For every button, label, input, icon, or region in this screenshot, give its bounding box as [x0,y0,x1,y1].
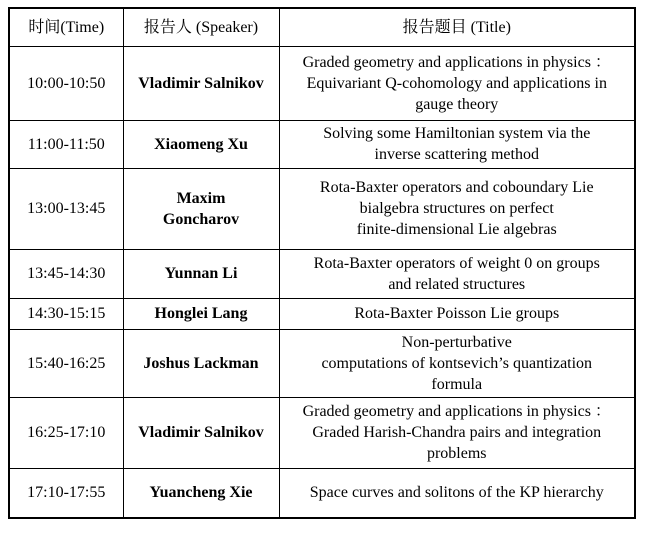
table-row [9,120,635,168]
speaker-cell: Honglei Lang [123,298,279,329]
time-cell: 15:40-16:25 [9,329,123,397]
header-row [9,8,635,46]
table-row [9,329,635,397]
time-cell: 11:00-11:50 [9,120,123,168]
title-cell: Rota-Baxter operators of weight 0 on groups and related structures [279,249,635,298]
title-cell: Non-perturbative computations of kontsevich’s quantization formula [279,329,635,397]
time-cell: 16:25-17:10 [9,397,123,468]
speaker-cell: Xiaomeng Xu [123,120,279,168]
time-cell: 17:10-17:55 [9,468,123,518]
title-cell: Rota-Baxter operators and coboundary Lie bialgebra structures on perfect finite-dimensional Lie algebras [279,168,635,249]
table-row [9,46,635,120]
title-cell: Solving some Hamiltonian system via the inverse scattering method [279,120,635,168]
table-row [9,397,635,468]
speaker-cell: Maxim Goncharov [123,168,279,249]
speaker-cell: Vladimir Salnikov [123,46,279,120]
title-cell: Graded geometry and applications in physics ： Equivariant Q-cohomology and applications in gauge theory [279,46,635,120]
time-cell: 10:00-10:50 [9,46,123,120]
column-header-title: 报告题目 (Title) [279,8,635,46]
time-cell: 14:30-15:15 [9,298,123,329]
title-cell: Rota-Baxter Poisson Lie groups [279,298,635,329]
table-row [9,249,635,298]
table-row [9,468,635,518]
time-cell: 13:45-14:30 [9,249,123,298]
column-header-speaker: 报告人 (Speaker) [123,8,279,46]
speaker-cell: Yunnan Li [123,249,279,298]
speaker-cell: Yuancheng Xie [123,468,279,518]
title-cell: Space curves and solitons of the KP hierarchy [279,468,635,518]
time-cell: 13:00-13:45 [9,168,123,249]
title-cell: Graded geometry and applications in physics ： Graded Harish-Chandra pairs and integration problems [279,397,635,468]
speaker-cell: Vladimir Salnikov [123,397,279,468]
schedule-table [8,7,636,519]
table-row [9,168,635,249]
table-row [9,298,635,329]
speaker-cell: Joshus Lackman [123,329,279,397]
column-header-time: 时间(Time) [9,8,123,46]
